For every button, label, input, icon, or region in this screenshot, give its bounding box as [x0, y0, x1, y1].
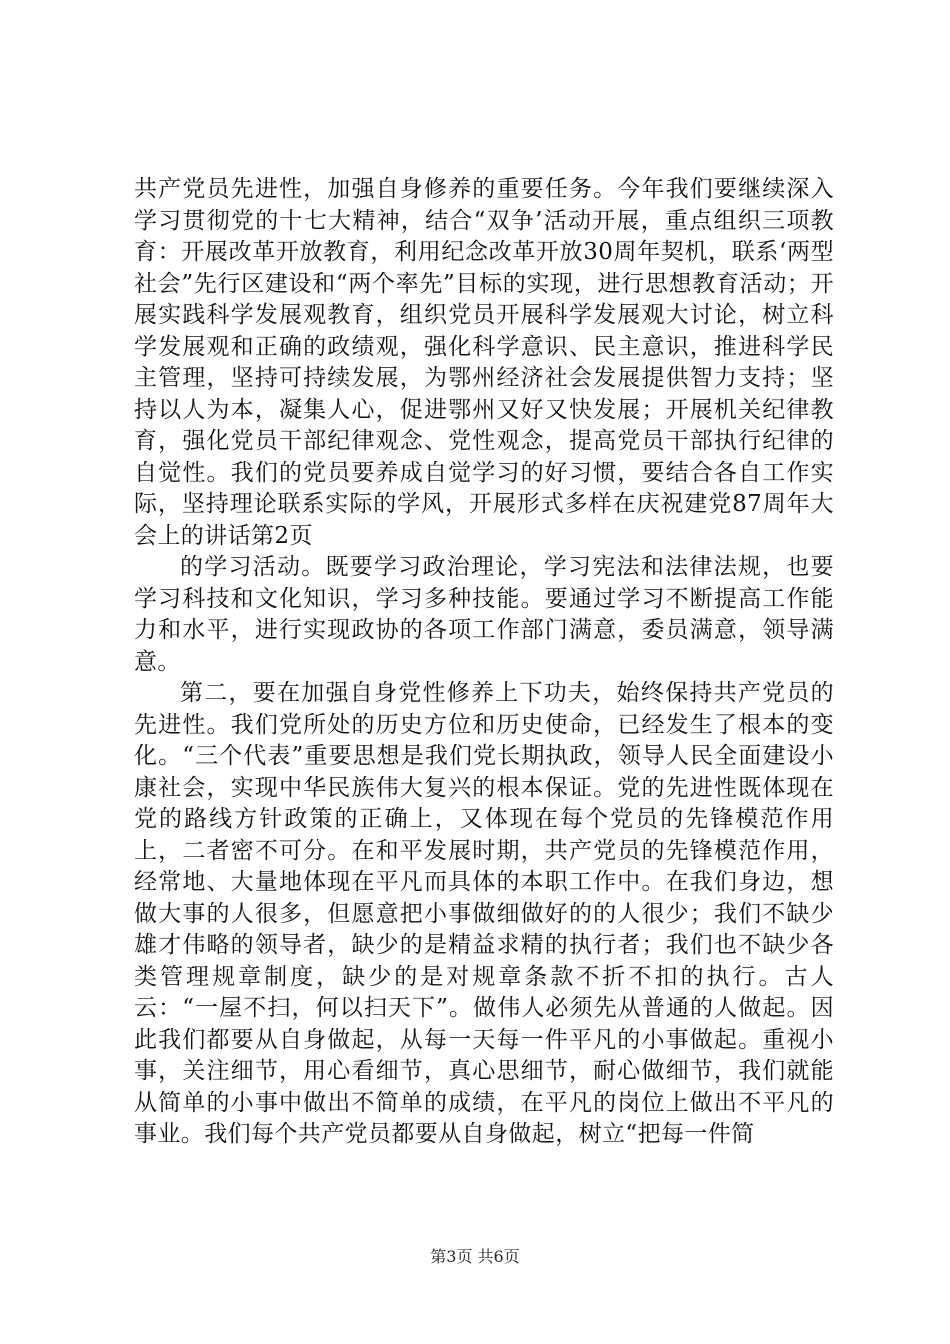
page-footer: 第3页 共6页 — [430, 1247, 520, 1266]
document-body — [134, 174, 834, 1151]
paragraph-2: 的学习活动。既要学习政治理论，学习宪法和法律法规，也要学习科技和文化知识，学习多种技能。要通过学习不断提高工作能力和水平，进行实现政协的各项工作部门满意，委员满意，领导满意。 — [134, 554, 834, 675]
paragraph-3: 第二，要在加强自身党性修养上下功夫，始终保持共产党员的先进性。我们党所处的历史方位和历史使命，已经发生了根本的变化。“三个代表”重要思想是我们党长期执政，领导人民全面建设小康社会，实现中华民族伟大复兴的根本保证。党的先进性既体现在党的路线方针政策的正确上，又体现在每个党员的先锋模范作用上，二者密不可分。在和平发展时期，共产党员的先锋模范作用，经常地、大量地体现在平凡而具体的本职工作中。在我们身边，想做大事的人很多，但愿意把小事做细做好的的人很少；我们不缺少雄才伟略的领导者，缺少的是精益求精的执行者；我们也不缺少各类管理规章制度，缺少的是对规章条款不折不扣的执行。古人云：“一屋不扫，何以扫天下”。做伟人必须先从普通的人做起。因此我们都要从自身做起，从每一天每一件平凡的小事做起。重视小事，关注细节，用心看细节，真心思细节，耐心做细节，我们就能从简单的小事中做出不简单的成绩，在平凡的岗位上做出不平凡的事业。我们每个共产党员都要从自身做起，树立“把每一件简 — [134, 680, 834, 1147]
paragraph-1: 共产党员先进性，加强自身修养的重要任务。今年我们要继续深入学习贯彻党的十七大精神，结合“双争’活动开展，重点组织三项教育：开展改革开放教育，利用纪念改革开放30周年契机，联系‘两型社会”先行区建设和“两个率先”目标的实现，进行思想教育活动；开展实践科学发展观教育，组织党员开展科学发展观大讨论，树立科学发展观和正确的政绩观，强化科学意识、民主意识，推进科学民主管理，坚持可持续发展，为鄂州经济社会发展提供智力支持；坚持以人为本，凝集人心，促进鄂州又好又快发展；开展机关纪律教育，强化党员干部纪律观念、党性观念，提高党员干部执行纪律的自觉性。我们的党员要养成自觉学习的好习惯，要结合各自工作实际，坚持理论联系实际的学风，开展形式多样在庆祝建党87周年大会上的讲话第2页 — [134, 176, 834, 549]
